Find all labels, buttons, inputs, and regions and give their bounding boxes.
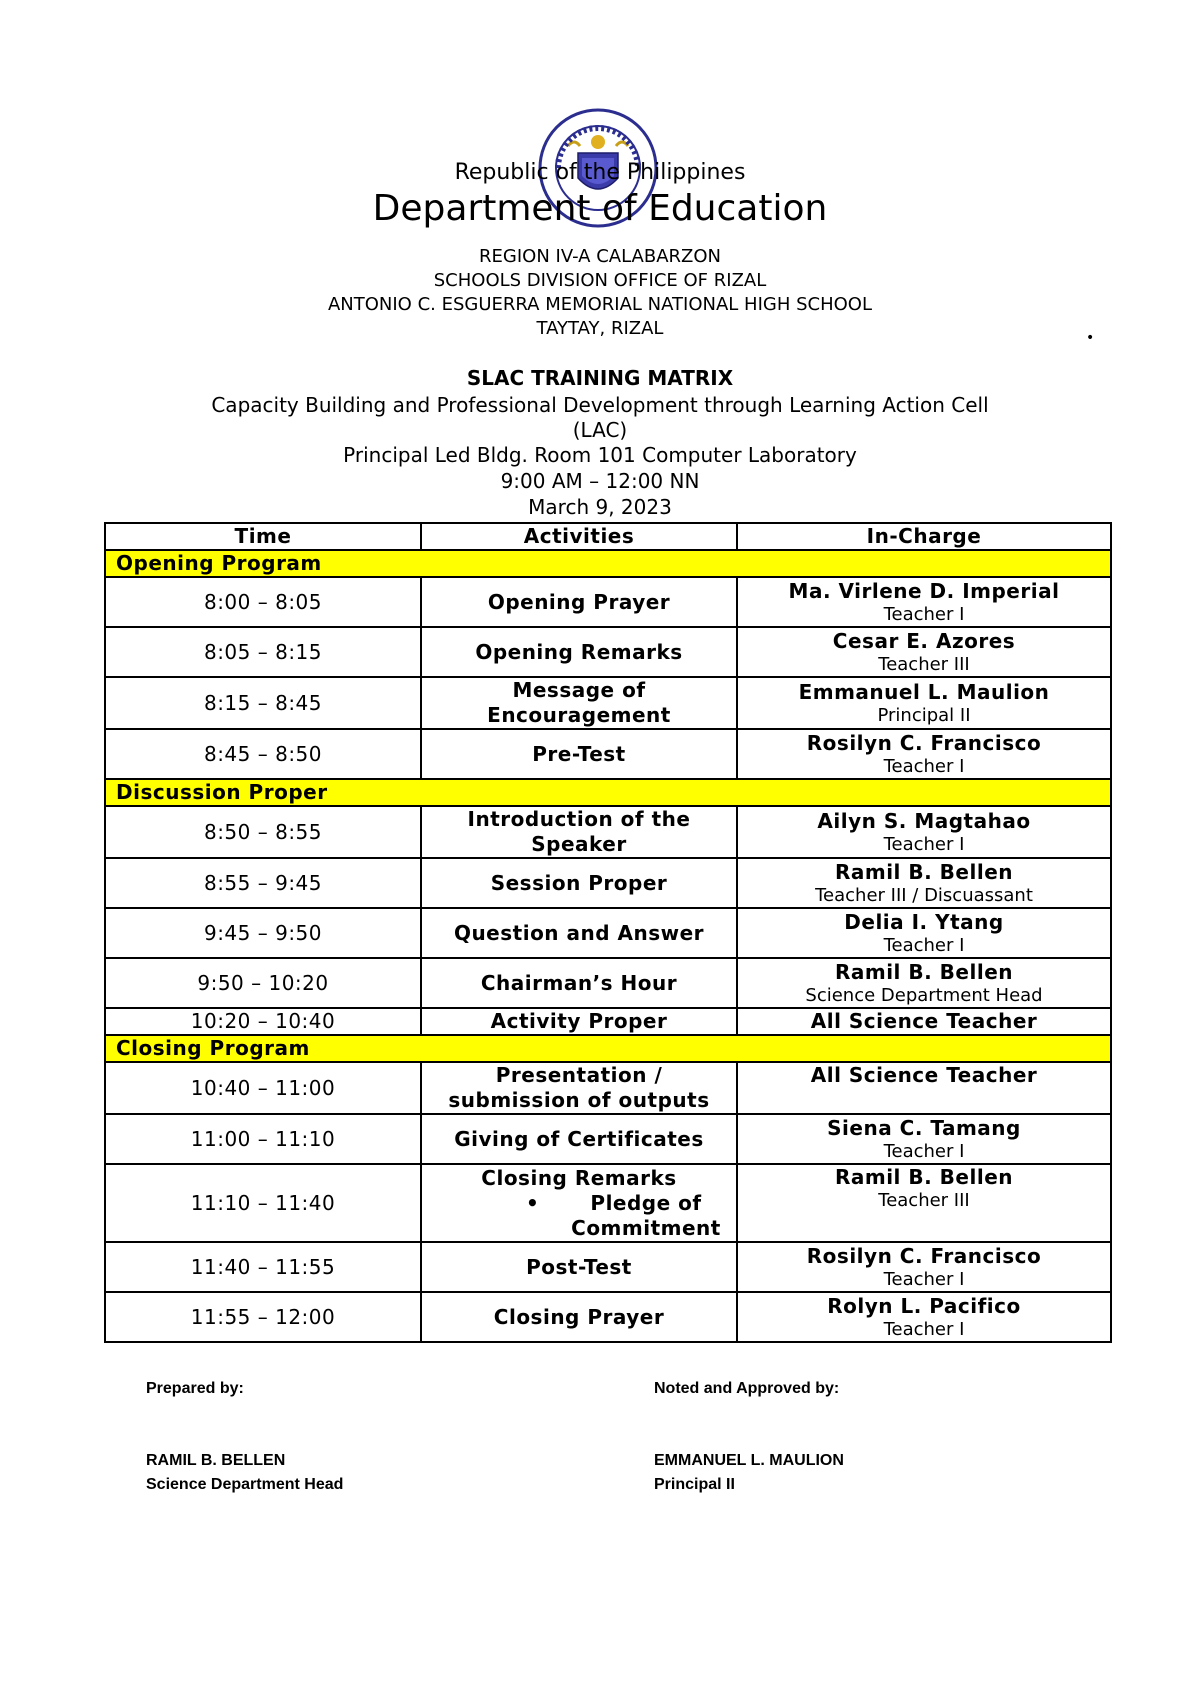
table-row [105,1292,1111,1342]
row-time: 8:05 – 8:15 [105,627,421,677]
table-row [105,858,1111,908]
row-in-charge [737,908,1111,958]
in-charge-name: Rosilyn C. Francisco [806,730,1042,755]
row-activity [421,1164,737,1242]
table-row [105,806,1111,858]
in-charge-name: Rolyn L. Pacifico [827,1293,1021,1318]
school-line: ANTONIO C. ESGUERRA MEMORIAL NATIONAL HIGH SCHOOL [327,294,873,315]
row-time: 11:00 – 11:10 [105,1114,421,1164]
stray-dot: • [1086,330,1095,346]
header-time: Time [105,523,421,550]
in-charge-name: Siena C. Tamang [827,1115,1021,1140]
row-activity: Opening Remarks [421,627,737,677]
section-row-opening [105,550,1111,577]
header-activities: Activities [421,523,737,550]
division-line: SCHOOLS DIVISION OFFICE OF RIZAL [433,270,767,291]
row-time: 10:20 – 10:40 [105,1008,421,1035]
prepared-by-label: Prepared by: [146,1380,244,1397]
row-time: 8:15 – 8:45 [105,677,421,729]
in-charge-role: Teacher III [878,653,970,675]
row-activity: Introduction of the Speaker [421,806,737,858]
row-time: 8:00 – 8:05 [105,577,421,627]
in-charge-role: Teacher I [883,833,965,855]
training-matrix-table [104,522,1112,1343]
in-charge-name: Ma. Virlene D. Imperial [788,578,1060,603]
row-time: 8:45 – 8:50 [105,729,421,779]
table-row [105,1114,1111,1164]
row-activity: Presentation / submission of outputs [421,1062,737,1114]
in-charge-name: Ramil B. Bellen [834,1165,1014,1189]
prepared-by-title: Science Department Head [146,1476,344,1493]
row-activity: Opening Prayer [421,577,737,627]
row-in-charge [737,1164,1111,1242]
section-label: Opening Program [105,550,1111,577]
row-time: 11:55 – 12:00 [105,1292,421,1342]
table-row [105,677,1111,729]
table-row [105,1242,1111,1292]
approved-by-label: Noted and Approved by: [654,1380,840,1397]
subtitle-line-1: Capacity Building and Professional Development through Learning Action Cell [211,393,989,417]
in-charge-role: Teacher I [883,1268,965,1290]
in-charge-name: All Science Teacher [810,1009,1038,1033]
activity-bullet-item [428,1191,730,1241]
table-row [105,908,1111,958]
in-charge-role: Teacher I [883,934,965,956]
row-in-charge [737,806,1111,858]
in-charge-name: Rosilyn C. Francisco [806,1243,1042,1268]
row-in-charge [737,577,1111,627]
in-charge-name: Ailyn S. Magtahao [817,808,1031,833]
table-row [105,958,1111,1008]
row-in-charge [737,1114,1111,1164]
prepared-by-name: RAMIL B. BELLEN [146,1452,286,1469]
table-row [105,577,1111,627]
header-in-charge: In-Charge [737,523,1111,550]
row-time: 9:45 – 9:50 [105,908,421,958]
approved-by-title: Principal II [654,1476,735,1493]
row-time: 11:10 – 11:40 [105,1164,421,1242]
section-label: Closing Program [105,1035,1111,1062]
row-time: 8:50 – 8:55 [105,806,421,858]
in-charge-role: Teacher I [883,603,965,625]
date-line: March 9, 2023 [528,495,672,519]
table-header-row [105,523,1111,550]
row-activity: Question and Answer [421,908,737,958]
republic-heading: Republic of the Philippines [454,160,746,185]
in-charge-name: Ramil B. Bellen [834,859,1014,884]
activity-bullet-text: Pledge of Commitment [571,1190,721,1240]
in-charge-role: Teacher III / Discuassant [815,884,1033,906]
row-activity: Post-Test [421,1242,737,1292]
time-line: 9:00 AM – 12:00 NN [500,469,700,493]
table-row [105,729,1111,779]
subtitle-line-2: (LAC) [572,418,628,442]
in-charge-name: All Science Teacher [810,1063,1038,1087]
row-time: 8:55 – 9:45 [105,858,421,908]
row-in-charge [737,677,1111,729]
row-activity: Activity Proper [421,1008,737,1035]
location-line: TAYTAY, RIZAL [536,318,664,339]
department-heading: Department of Education [372,188,828,229]
bullet-icon: • [526,1190,540,1215]
in-charge-role: Teacher III [878,1190,970,1211]
row-time: 9:50 – 10:20 [105,958,421,1008]
row-activity: Chairman’s Hour [421,958,737,1008]
table-row [105,627,1111,677]
row-in-charge [737,1008,1111,1035]
row-in-charge [737,858,1111,908]
in-charge-role: Teacher I [883,1140,965,1162]
approved-by-name: EMMANUEL L. MAULION [654,1452,844,1469]
in-charge-role: Teacher I [883,1318,965,1340]
row-time: 10:40 – 11:00 [105,1062,421,1114]
region-line: REGION IV-A CALABARZON [479,246,721,267]
in-charge-role: Science Department Head [805,984,1043,1006]
row-in-charge [737,958,1111,1008]
document-title: SLAC TRAINING MATRIX [466,366,734,390]
row-in-charge [737,1292,1111,1342]
activity-main: Closing Remarks [481,1165,677,1190]
section-row-discussion [105,779,1111,806]
row-in-charge [737,1062,1111,1114]
in-charge-name: Delia I. Ytang [844,909,1004,934]
row-activity: Message of Encouragement [421,677,737,729]
in-charge-name: Ramil B. Bellen [834,959,1014,984]
row-activity: Closing Prayer [421,1292,737,1342]
row-in-charge [737,729,1111,779]
venue-line: Principal Led Bldg. Room 101 Computer Laboratory [343,443,857,467]
table-row [105,1008,1111,1035]
in-charge-name: Cesar E. Azores [832,628,1016,653]
row-activity: Giving of Certificates [421,1114,737,1164]
in-charge-role: Principal II [877,704,971,726]
row-activity: Pre-Test [421,729,737,779]
table-row [105,1062,1111,1114]
in-charge-name: Emmanuel L. Maulion [798,679,1050,704]
in-charge-role: Teacher I [883,755,965,777]
row-time: 11:40 – 11:55 [105,1242,421,1292]
table-row [105,1164,1111,1242]
row-in-charge [737,1242,1111,1292]
section-label: Discussion Proper [105,779,1111,806]
row-activity: Session Proper [421,858,737,908]
row-in-charge [737,627,1111,677]
section-row-closing [105,1035,1111,1062]
